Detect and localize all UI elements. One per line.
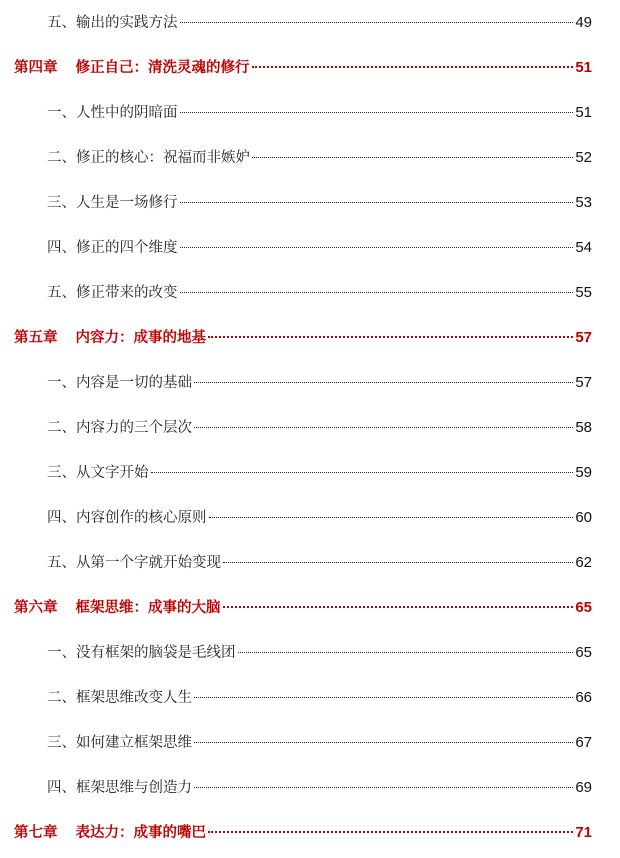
toc-section-entry[interactable] xyxy=(47,777,592,799)
page-number: 65 xyxy=(575,599,592,616)
chapter-number: 第六章 xyxy=(14,599,58,616)
section-title: 五、修正带来的改变 xyxy=(47,285,178,301)
dot-leader xyxy=(238,652,574,653)
dot-leader xyxy=(208,831,573,833)
page-number: 65 xyxy=(575,644,592,661)
page-number: 58 xyxy=(575,419,592,436)
dot-leader xyxy=(223,606,574,608)
toc-section-entry[interactable] xyxy=(47,102,592,124)
toc-section-entry[interactable] xyxy=(47,237,592,259)
toc-section-entry[interactable] xyxy=(47,552,592,574)
page-number: 62 xyxy=(575,554,592,571)
section-title: 二、修正的核心：祝福而非嫉妒 xyxy=(47,150,250,166)
section-title: 五、从第一个字就开始变现 xyxy=(47,555,221,571)
toc-section-entry[interactable] xyxy=(47,192,592,214)
page-number: 54 xyxy=(575,239,592,256)
dot-leader xyxy=(180,202,574,203)
toc-chapter-entry[interactable] xyxy=(14,327,592,349)
dot-leader xyxy=(180,247,574,248)
chapter-title: 表达力：成事的嘴巴 xyxy=(75,824,206,841)
section-title: 二、内容力的三个层次 xyxy=(47,420,192,436)
page-number: 53 xyxy=(575,194,592,211)
chapter-number: 第四章 xyxy=(14,59,58,76)
toc-section-entry[interactable] xyxy=(47,12,592,34)
toc-section-entry[interactable] xyxy=(47,147,592,169)
section-title: 三、人生是一场修行 xyxy=(47,195,178,211)
dot-leader xyxy=(194,427,573,428)
dot-leader xyxy=(180,292,574,293)
page-number: 51 xyxy=(575,59,592,76)
dot-leader xyxy=(194,787,573,788)
section-title: 二、框架思维改变人生 xyxy=(47,690,192,706)
dot-leader xyxy=(223,562,573,563)
page-number: 51 xyxy=(575,104,592,121)
dot-leader xyxy=(180,112,574,113)
section-title: 一、人性中的阴暗面 xyxy=(47,105,178,121)
page-number: 57 xyxy=(575,374,592,391)
page-number: 71 xyxy=(575,824,592,841)
toc-section-entry[interactable] xyxy=(47,687,592,709)
toc-chapter-entry[interactable] xyxy=(14,57,592,79)
toc-section-entry[interactable] xyxy=(47,372,592,394)
page-number: 60 xyxy=(575,509,592,526)
dot-leader xyxy=(151,472,574,473)
toc-section-entry[interactable] xyxy=(47,642,592,664)
toc-chapter-entry[interactable] xyxy=(14,597,592,619)
toc-section-entry[interactable] xyxy=(47,507,592,529)
chapter-title: 修正自己：清洗灵魂的修行 xyxy=(75,59,250,76)
page-number: 67 xyxy=(575,734,592,751)
section-title: 一、没有框架的脑袋是毛线团 xyxy=(47,645,236,661)
page-number: 52 xyxy=(575,149,592,166)
chapter-title: 内容力：成事的地基 xyxy=(75,329,206,346)
dot-leader xyxy=(180,22,574,23)
section-title: 五、输出的实践方法 xyxy=(47,15,178,31)
page-number: 49 xyxy=(575,14,592,31)
dot-leader xyxy=(252,157,573,158)
page-number: 69 xyxy=(575,779,592,796)
toc-section-entry[interactable] xyxy=(47,417,592,439)
page-number: 59 xyxy=(575,464,592,481)
page-number: 55 xyxy=(575,284,592,301)
toc-section-entry[interactable] xyxy=(47,282,592,304)
chapter-number: 第七章 xyxy=(14,824,58,841)
toc-section-entry[interactable] xyxy=(47,732,592,754)
dot-leader xyxy=(252,66,574,68)
section-title: 四、内容创作的核心原则 xyxy=(47,510,207,526)
dot-leader xyxy=(208,336,573,338)
section-title: 四、修正的四个维度 xyxy=(47,240,178,256)
dot-leader xyxy=(209,517,574,518)
toc-section-entry[interactable] xyxy=(47,462,592,484)
toc-chapter-entry[interactable] xyxy=(14,822,592,844)
section-title: 四、框架思维与创造力 xyxy=(47,780,192,796)
dot-leader xyxy=(194,697,573,698)
dot-leader xyxy=(194,382,573,383)
page-number: 57 xyxy=(575,329,592,346)
section-title: 一、内容是一切的基础 xyxy=(47,375,192,391)
chapter-title: 框架思维：成事的大脑 xyxy=(75,599,221,616)
dot-leader xyxy=(194,742,573,743)
page-number: 66 xyxy=(575,689,592,706)
section-title: 三、如何建立框架思维 xyxy=(47,735,192,751)
section-title: 三、从文字开始 xyxy=(47,465,149,481)
chapter-number: 第五章 xyxy=(14,329,58,346)
